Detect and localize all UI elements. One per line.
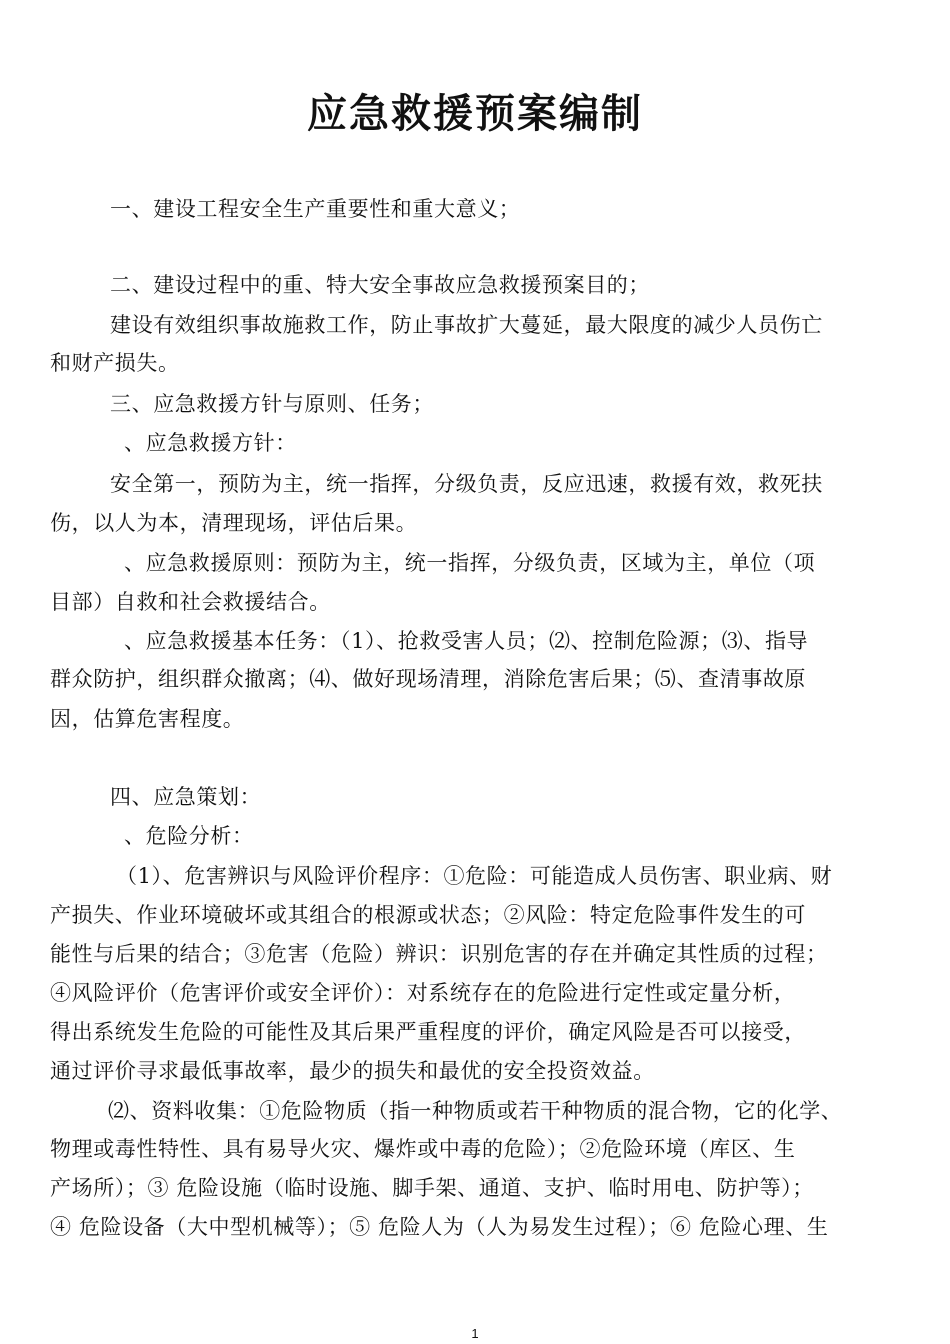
page-title: 应急救援预案编制 bbox=[307, 91, 643, 137]
paragraph-line: 建设有效组织事故施救工作，防止事故扩大蔓延，最大限度的减少人员伤亡 bbox=[110, 313, 823, 337]
heading-2: 二、建设过程中的重、特大安全事故应急救援预案目的； bbox=[110, 273, 650, 297]
paragraph-line: ⑵、资料收集：①危险物质（指一种物质或若干种物质的混合物，它的化学、 bbox=[108, 1099, 843, 1123]
paragraph-line: 伤，以人为本，清理现场，评估后果。 bbox=[50, 511, 418, 535]
subheading: 、应急救援方针： bbox=[124, 431, 297, 455]
paragraph-line: 、应急救援基本任务：（1）、抢救受害人员；⑵、控制危险源；⑶、指导 bbox=[124, 629, 809, 653]
page-number: 1 bbox=[471, 1326, 479, 1341]
paragraph-line: 、应急救援原则：预防为主，统一指挥，分级负责，区域为主，单位（项 bbox=[124, 551, 816, 575]
paragraph-line: 产损失、作业环境破坏或其组合的根源或状态；②风险：特定危险事件发生的可 bbox=[50, 903, 806, 927]
heading-4: 四、应急策划： bbox=[110, 785, 262, 809]
subheading: 、危险分析： bbox=[124, 824, 254, 848]
paragraph-line: 安全第一，预防为主，统一指挥，分级负责，反应迅速，救援有效，救死扶 bbox=[110, 472, 823, 496]
paragraph-line: 物理或毒性特性、具有易导火灾、爆炸或中毒的危险）；②危险环境（库区、生 bbox=[50, 1137, 796, 1161]
paragraph-line: 因，估算危害程度。 bbox=[50, 707, 245, 731]
paragraph-line: 得出系统发生危险的可能性及其后果严重程度的评价，确定风险是否可以接受， bbox=[50, 1020, 806, 1044]
paragraph-line: 目部）自救和社会救援结合。 bbox=[50, 590, 331, 614]
paragraph-line: 群众防护，组织群众撤离；⑷、做好现场清理，消除危害后果；⑸、查清事故原 bbox=[50, 667, 806, 691]
paragraph-line: 通过评价寻求最低事故率，最少的损失和最优的安全投资效益。 bbox=[50, 1059, 655, 1083]
paragraph-line: （1）、危害辨识与风险评价程序：①危险：可能造成人员伤害、职业病、财 bbox=[116, 864, 833, 888]
heading-1: 一、建设工程安全生产重要性和重大意义； bbox=[110, 197, 521, 221]
paragraph-line: 产场所）；③ 危险设施（临时设施、脚手架、通道、支护、临时用电、防护等）； bbox=[50, 1176, 814, 1200]
paragraph-line: ④风险评价（危害评价或安全评价）：对系统存在的危险进行定性或定量分析， bbox=[50, 981, 796, 1005]
paragraph-line: 能性与后果的结合；③危害（危险）辨识：识别危害的存在并确定其性质的过程； bbox=[50, 942, 828, 966]
heading-3: 三、应急救援方针与原则、任务； bbox=[110, 392, 434, 416]
paragraph-line: ④ 危险设备（大中型机械等）；⑤ 危险人为（人为易发生过程）；⑥ 危险心理、生 bbox=[50, 1215, 829, 1239]
paragraph-line: 和财产损失。 bbox=[50, 351, 180, 375]
